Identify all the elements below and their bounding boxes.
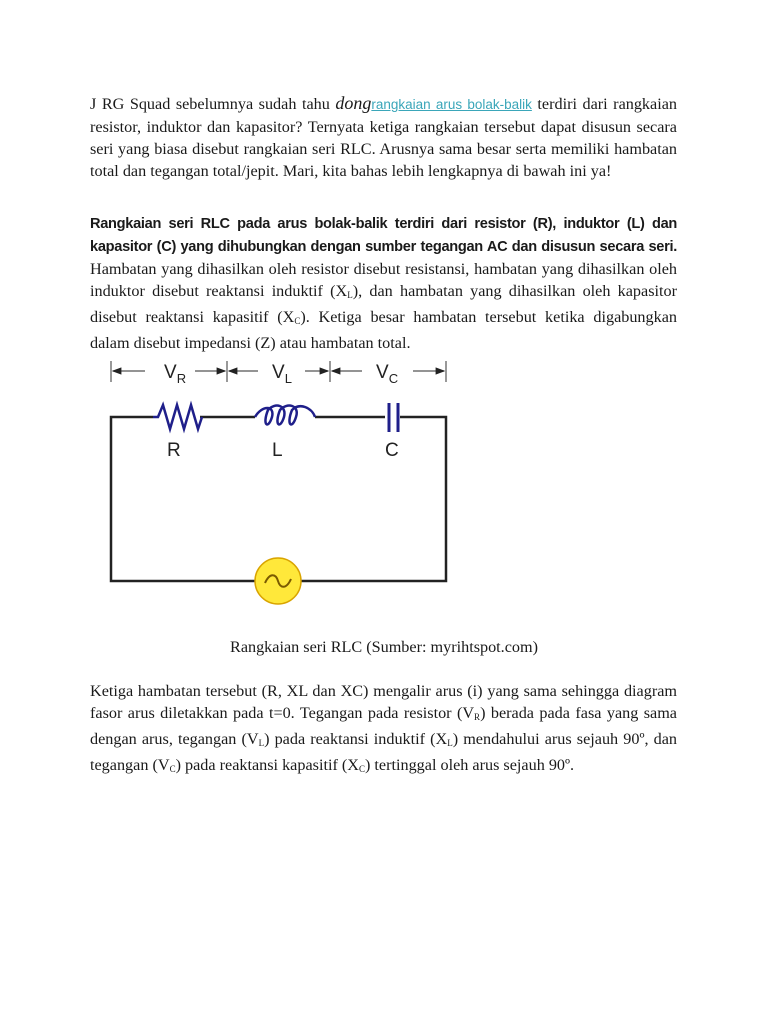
text: Hambatan yang dihasilkan oleh resistor disebut resistansi, hambatan yang dihasilkan oleh induktor disebut reaktansi induktif (X [90,260,677,300]
resistor-symbol [153,405,202,429]
subscript: C [358,764,365,774]
subscript: R [474,712,481,722]
text: ) berada pada fasa yang sama dengan arus, tegangan (V [90,704,677,748]
intro-text: J RG Squad sebelumnya sudah tahu [90,95,336,113]
text: ). Ketiga besar hambatan tersebut ketika digabungkan dalam disebut impedansi (Z) atau hambatan total. [90,308,677,352]
subscript: L [447,738,453,748]
subscript: C [169,764,176,774]
subscript: C [294,316,301,326]
subscript: L [347,290,353,300]
figure-caption: Rangkaian seri RLC (Sumber: myrihtspot.com) [230,638,538,656]
text: ) pada reaktansi kapasitif (X [175,756,359,774]
intro-rest: terdiri dari rangkaian resistor, induktor dan kapasitor? Ternyata ketiga rangkaian tersebut dapat disusun secara seri yang biasa disebut rangkaian seri RLC. Arusnya sama besar serta memiliki hambatan total dan tegangan total/jepit. Mari, kita bahas lebih lengkapnya di bawah ini ya! [90,95,677,180]
text: ) tertinggal oleh arus sejauh 90º. [364,756,575,774]
text: ) pada reaktansi induktif (X [264,730,448,748]
label-vc: $V_C$ [376,362,399,386]
link-rangkaian-arus-bolak-balik[interactable]: rangkaian arus bolak-balik [371,97,532,112]
intro-italic: dong [335,93,372,113]
label-r: R [167,440,181,461]
label-vr: $V_R$ [164,362,187,386]
capacitor-symbol [389,403,398,432]
text: Ketiga hambatan tersebut (R, XL dan XC) mengalir arus (i) yang sama sehingga diagram fasor arus diletakkan pada t=0. Tegangan pada resistor (V [90,682,677,722]
inductor-symbol [255,406,315,425]
label-vl: $V_L$ [272,362,292,386]
label-l: L [272,440,283,461]
text: ) mendahului arus sejauh 90º, dan tegangan (V [90,730,677,774]
definition-bold: Rangkaian seri RLC pada arus bolak-balik terdiri dari resistor (R), induktor (L) dan kapasitor (C) yang dihubungkan dengan sumber tegangan AC dan disusun secara seri. [90,216,677,255]
label-c: C [385,440,399,461]
text: ), dan hambatan yang dihasilkan oleh kapasitor disebut reaktansi kapasitif (X [90,282,677,326]
phasor-paragraph [90,680,677,780]
subscript: L [258,738,265,748]
